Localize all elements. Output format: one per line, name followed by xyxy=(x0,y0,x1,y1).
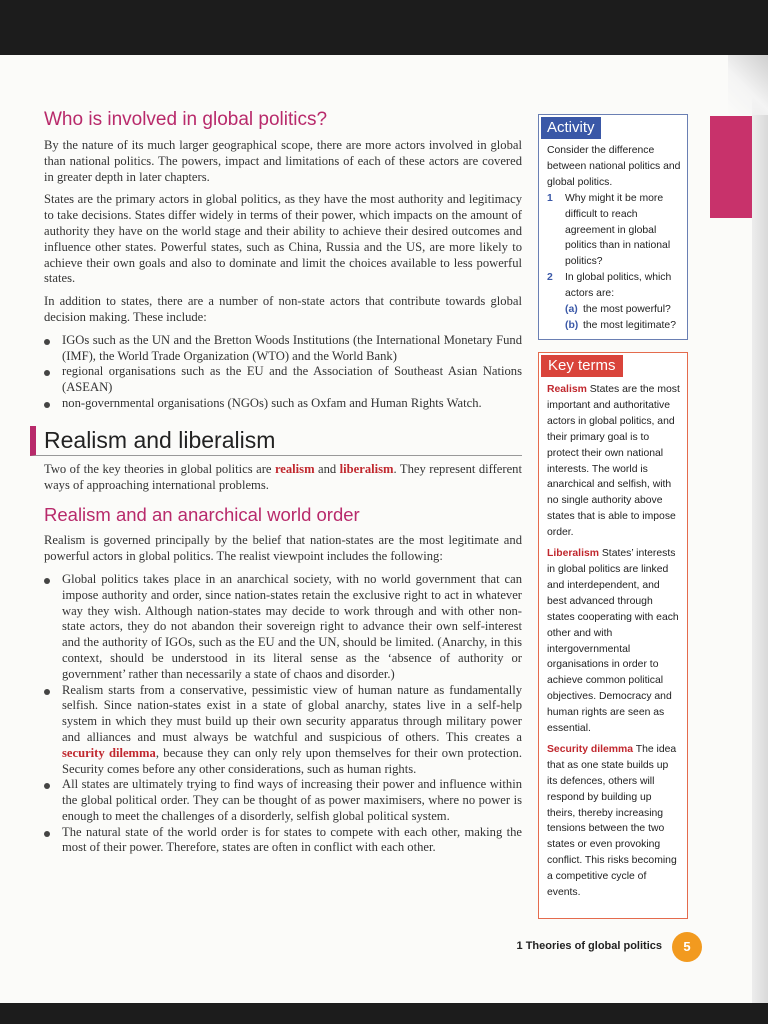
paragraph: States are the primary actors in global politics, as they have the most authority and legitimacy to take decisions. States differ widely in terms of their power, which impacts on the amount of authority they have on the world stage and their ability to achieve their desired outcomes and influence other states. Powerful states, such as China, Russia and the US, are more likely to achieve their own goals and also to dominate and limit the choices available to less powerful states. xyxy=(44,192,522,286)
bullet-icon xyxy=(44,370,50,376)
bullet-icon xyxy=(44,689,50,695)
list-item: Global politics takes place in an anarchical society, with no world government that can impose authority and order, since nation-states retain the exclusive right to act in whatever way they wish. Although nation-states may decide to work through and with other non-state actors, they do not abandon their sovereign right to advance their own self-interest and the authority of IGOs, such as the EU and the UN, should be limited. (Anarchy, in this context, should be understood in its literal sense as the ‘absence of authority or government’ rather than necessarily a state of chaos and disorder.) xyxy=(44,572,522,683)
heading-realism-and-liberalism: Realism and liberalism xyxy=(30,426,522,456)
bullet-icon xyxy=(44,831,50,837)
bullet-icon xyxy=(44,402,50,408)
key-term-realism: Realism States are the most important and authoritative actors in global politics, and their primary goal is to protect their own national interests. The world is anarchical and selfish, with no single authority above states that is able to impose order. xyxy=(547,384,680,539)
list-item: regional organisations such as the EU and the Association of Southeast Asian Nations (ASEAN) xyxy=(44,364,522,396)
page-footer xyxy=(470,932,710,962)
heading-who-is-involved: Who is involved in global politics? xyxy=(44,109,328,130)
key-term-liberalism: Liberalism States’ interests in global politics are linked and interdependent, and best advanced through states cooperating with each other and with intergovernmental organisations in order to achieve common political objectives. Democracy and human rights are seen as essential. xyxy=(547,548,679,735)
chapter-title: 1 Theories of global politics xyxy=(516,940,662,952)
keyword-liberalism: liberalism xyxy=(339,461,394,476)
activity-question-2b: (b) the most legitimate? xyxy=(565,319,676,331)
keyword-security-dilemma: security dilemma xyxy=(62,745,156,760)
realist-viewpoint-list xyxy=(44,572,522,856)
list-item: Realism starts from a conservative, pessimistic view of human nature as fundamentally selfish. Since nation-states exist in a state of global anarchy, states live in a self-help system in which they must build up their own security apparatus through military power and alliances and must always be watchful and suspicious of others. This creates a security dilemma, because they can only rely upon themselves for their own protection. Security comes before any other considerations, such as human rights. xyxy=(44,683,522,778)
keyword-realism: realism xyxy=(274,461,315,476)
page-corner-shadow xyxy=(728,55,768,115)
activity-intro: Consider the difference between national politics and global politics. xyxy=(547,145,681,188)
list-item: IGOs such as the UN and the Bretton Woods Institutions (the International Monetary Fund (IMF), the World Trade Organization (WTO) and the World Bank) xyxy=(44,333,522,365)
activity-question-2: 2 In global politics, which actors are: (a) the most powerful? (b) the most legitimate? xyxy=(547,270,681,334)
key-terms-body xyxy=(539,377,687,901)
bullet-icon xyxy=(44,783,50,789)
heading-anarchical-world-order: Realism and an anarchical world order xyxy=(44,504,360,526)
key-terms-box xyxy=(538,352,688,919)
paragraph: Two of the key theories in global politics are realism and liberalism. They represent different ways of approaching international problems. xyxy=(44,461,522,492)
paragraph: In addition to states, there are a number of non-state actors that contribute towards global decision making. These include: xyxy=(44,294,522,324)
activity-question-2a: (a) the most powerful? xyxy=(565,304,671,316)
list-item: All states are ultimately trying to find ways of increasing their power and influence within the global political order. They can be thought of as power maximisers, where no power is enough to meet the challenges of a disorderly, selfish global political system. xyxy=(44,777,522,824)
key-terms-title: Key terms xyxy=(541,355,623,377)
list-item: non-governmental organisations (NGOs) such as Oxfam and Human Rights Watch. xyxy=(44,396,522,412)
bullet-icon xyxy=(44,578,50,584)
non-state-actors-list xyxy=(44,333,522,412)
page-number: 5 xyxy=(672,932,702,962)
paragraph: Realism is governed principally by the belief that nation-states are the most legitimate and powerful actors in global politics. The realist viewpoint includes the following: xyxy=(44,533,522,564)
activity-box xyxy=(538,114,688,340)
bullet-icon xyxy=(44,339,50,345)
activity-question-1: 1 Why might it be more difficult to reach agreement in global politics than in national politics? xyxy=(547,192,671,268)
activity-title: Activity xyxy=(541,117,601,139)
chapter-tab-marker xyxy=(710,116,752,218)
key-term-security-dilemma: Security dilemma The idea that as one state builds up its defences, others will respond by building up theirs, thereby increasing tensions between the two states or even provoking conflict. This risks becoming a competitive cycle of events. xyxy=(547,743,677,899)
activity-body xyxy=(539,139,687,334)
main-column xyxy=(44,108,522,862)
list-item: The natural state of the world order is for states to compete with each other, making the most of their power. Therefore, states are often in conflict with each other. xyxy=(44,825,522,857)
paragraph: By the nature of its much larger geographical scope, there are more actors involved in global than national politics. The powers, impact and limitations of each of these actors are covered in greater depth in later chapters. xyxy=(44,138,522,184)
page-edge xyxy=(752,55,768,1003)
